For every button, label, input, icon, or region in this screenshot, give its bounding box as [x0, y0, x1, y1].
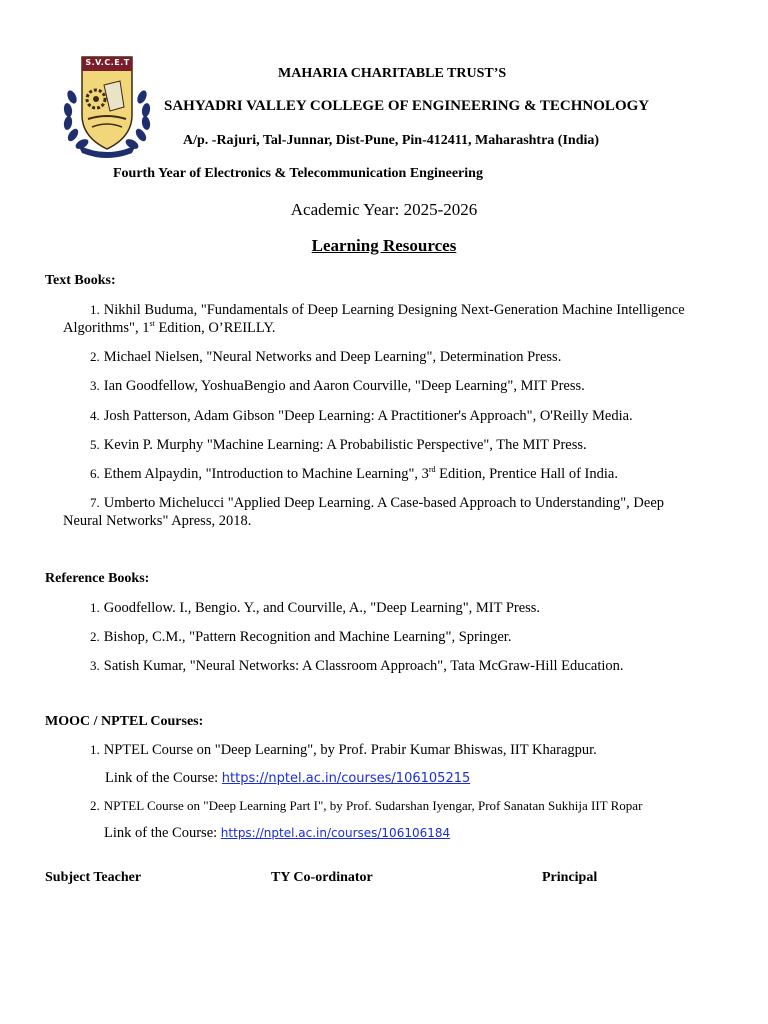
academic-year: Academic Year: 2025-2026	[290, 200, 478, 219]
reference-book-item: 3. Satish Kumar, "Neural Networks: A Classroom Approach", Tata McGraw-Hill Education.	[90, 658, 624, 674]
college-logo	[58, 55, 156, 160]
text-book-item: 4. Josh Patterson, Adam Gibson "Deep Learning: A Practitioner's Approach", O'Reilly Media.	[90, 408, 633, 424]
college-name: SAHYADRI VALLEY COLLEGE OF ENGINEERING & TECHNOLOGY	[164, 98, 650, 114]
logo-text: S.V.C.E.T	[85, 58, 130, 67]
text-book-item: 7. Umberto Michelucci "Applied Deep Learning. A Case-based Approach to Understanding", Deep Neural Networks" Apress, 2018.	[63, 495, 665, 529]
subject-teacher-label: Subject Teacher	[45, 870, 142, 885]
coordinator-label: TY Co-ordinator	[271, 870, 373, 885]
reference-book-item: 2. Bishop, C.M., "Pattern Recognition and Machine Learning", Springer.	[90, 629, 512, 645]
mooc-heading: MOOC / NPTEL Courses:	[45, 714, 204, 729]
principal-label: Principal	[542, 870, 598, 885]
page-title: Learning Resources	[311, 236, 457, 255]
text-books-heading: Text Books:	[45, 273, 116, 288]
mooc-item: 1. NPTEL Course on "Deep Learning", by Prof. Prabir Kumar Bhiswas, IIT Kharagpur.	[90, 742, 597, 758]
text-book-item: 3. Ian Goodfellow, YoshuaBengio and Aaron Courville, "Deep Learning", MIT Press.	[90, 378, 585, 394]
college-address: A/p. -Rajuri, Tal-Junnar, Dist-Pune, Pin-412411, Maharashtra (India)	[183, 133, 600, 148]
course-link[interactable]: https://nptel.ac.in/courses/106105215	[221, 771, 471, 786]
reference-book-item: 1. Goodfellow. I., Bengio. Y., and Courville, A., "Deep Learning", MIT Press.	[90, 600, 541, 616]
mooc-link-line: Link of the Course: https://nptel.ac.in/courses/106105215	[105, 770, 471, 786]
reference-books-heading: Reference Books:	[45, 571, 150, 586]
text-book-item: 5. Kevin P. Murphy "Machine Learning: A Probabilistic Perspective", The MIT Press.	[90, 437, 587, 453]
department: Fourth Year of Electronics & Telecommunication Engineering	[113, 166, 483, 181]
text-book-item: 2. Michael Nielsen, "Neural Networks and Deep Learning", Determination Press.	[90, 349, 562, 365]
text-book-item: 1. Nikhil Buduma, "Fundamentals of Deep Learning Designing Next-Generation Machine Intelligence Algorithms", 1st Edition, O’REILLY.	[63, 302, 685, 336]
mooc-link-line: Link of the Course: https://nptel.ac.in/courses/106106184	[104, 825, 451, 841]
course-link[interactable]: https://nptel.ac.in/courses/106106184	[220, 826, 451, 840]
mooc-item: 2. NPTEL Course on "Deep Learning Part I", by Prof. Sudarshan Iyengar, Prof Sanatan Sukhija IIT Ropar	[90, 798, 643, 813]
text-book-item: 6. Ethem Alpaydin, "Introduction to Machine Learning", 3rd Edition, Prentice Hall of India.	[90, 465, 618, 482]
trust-name: MAHARIA CHARITABLE TRUST’S	[278, 66, 507, 81]
